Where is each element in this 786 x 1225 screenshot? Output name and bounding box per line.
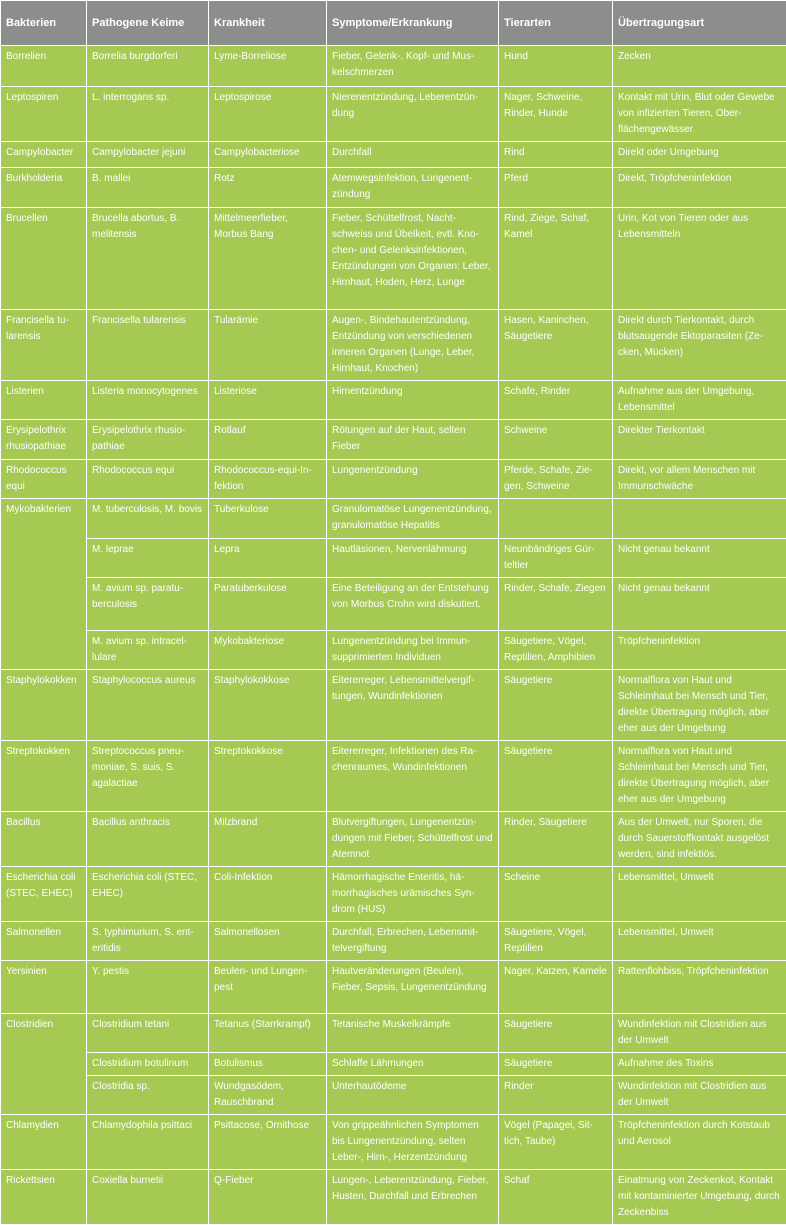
cell-keime: Staphylococcus aureus <box>87 670 209 741</box>
cell-krankheit: Tetanus (Starrkrampf) <box>209 1014 327 1053</box>
cell-tierarten: Pferd <box>499 168 613 208</box>
header-row <box>1 1 786 46</box>
table-row <box>1 381 786 420</box>
cell-uebertragung: Lebensmittel, Umwelt <box>613 867 786 922</box>
cell-uebertragung: Aufnahme des Toxins <box>613 1053 786 1076</box>
cell-uebertragung: Lebensmittel, Umwelt <box>613 922 786 961</box>
cell-keime: Escherichia coli (STEC, EHEC) <box>87 867 209 922</box>
cell-keime: Clostridium tetani <box>87 1014 209 1053</box>
cell-keime: M. leprae <box>87 539 209 578</box>
cell-keime: M. avium sp. paratuberculosis <box>87 578 209 631</box>
cell-uebertragung: Direkt, vor allem Menschen mit Immunschwäche <box>613 460 786 499</box>
cell-keime: B. mallei <box>87 168 209 208</box>
cell-krankheit: Paratuberkulose <box>209 578 327 631</box>
cell-tierarten: Schweine <box>499 420 613 460</box>
table-row <box>1 460 786 499</box>
cell-tierarten <box>499 499 613 539</box>
cell-bakterien: Rhodococcus equi <box>1 460 87 499</box>
cell-krankheit: Leptospirose <box>209 87 327 142</box>
cell-symptome: Lungenentzündung bei Immunsupprimierten Individuen <box>327 631 499 670</box>
cell-bakterien: Listerien <box>1 381 87 420</box>
cell-uebertragung: Tröpfcheninfektion <box>613 631 786 670</box>
cell-bakterien: Streptokokken <box>1 741 87 812</box>
cell-keime: Chlamydophila psittaci <box>87 1115 209 1170</box>
cell-bakterien: Leptospiren <box>1 87 87 142</box>
cell-tierarten: Säugetiere, Vögel, Reptilien <box>499 922 613 961</box>
cell-uebertragung: Direkt oder Umgebung <box>613 142 786 168</box>
cell-bakterien: Francisella tularensis <box>1 310 87 381</box>
cell-symptome: Durchfall, Erbrechen, Lebensmittelvergiftung <box>327 922 499 961</box>
cell-krankheit: Psittacose, Ornithose <box>209 1115 327 1170</box>
cell-uebertragung: Aus der Umwelt, nur Sporen, die durch Sauerstoffkontakt ausgelöst werden, sind infektiös. <box>613 812 786 867</box>
cell-symptome: Hautläsionen, Nervenlähmung <box>327 539 499 578</box>
cell-keime: L. interrogans sp. <box>87 87 209 142</box>
cell-tierarten: Säugetiere <box>499 741 613 812</box>
cell-tierarten: Säugetiere <box>499 670 613 741</box>
cell-keime: Borrelia burgdorferi <box>87 46 209 87</box>
cell-bakterien: Clostridien <box>1 1014 87 1115</box>
cell-symptome: Fieber, Schüttelfrost, Nachtschweiss und Übelkeit, evtl. Knochen- und Gelenksinfektionen, Entzündungen von Organen: Leber, Hirnhaut, Hoden, Herz, Lunge <box>327 208 499 310</box>
cell-krankheit: Streptokokkose <box>209 741 327 812</box>
cell-krankheit: Rotz <box>209 168 327 208</box>
cell-symptome: Von grippeähnlichen Symptomen bis Lungenentzündung, selten Leber-, Hirn-, Herzentzündung <box>327 1115 499 1170</box>
cell-tierarten: Pferde, Schafe, Ziegen, Schweine <box>499 460 613 499</box>
cell-tierarten: Rinder <box>499 1076 613 1115</box>
cell-uebertragung <box>613 499 786 539</box>
header-bakterien: Bakterien <box>1 1 87 46</box>
cell-krankheit: Lyme-Borreliose <box>209 46 327 87</box>
cell-krankheit: Rotlauf <box>209 420 327 460</box>
cell-keime: Bacillus anthracis <box>87 812 209 867</box>
cell-symptome: Schlaffe Lähmungen <box>327 1053 499 1076</box>
table-row <box>1 961 786 1014</box>
cell-keime: Rhodococcus equi <box>87 460 209 499</box>
cell-tierarten: Schafe, Rinder <box>499 381 613 420</box>
cell-keime: Streptococcus pneumoniae, S. suis, S. agalactiae <box>87 741 209 812</box>
cell-symptome: Atemwegsinfektion, Lungenentzündung <box>327 168 499 208</box>
cell-krankheit: Wundgasödem, Rauschbrand <box>209 1076 327 1115</box>
cell-uebertragung: Wundinfektion mit Clostridien aus der Umwelt <box>613 1076 786 1115</box>
header-pathogene-keime: Pathogene Keime <box>87 1 209 46</box>
cell-symptome: Eine Beteiligung an der Entstehung von Morbus Crohn wird diskutiert. <box>327 578 499 631</box>
cell-bakterien: Campylobacter <box>1 142 87 168</box>
cell-keime: M. avium sp. intracellulare <box>87 631 209 670</box>
cell-krankheit: Salmonellosen <box>209 922 327 961</box>
cell-symptome: Nierenentzündung, Leberentzündung <box>327 87 499 142</box>
cell-krankheit: Tularämie <box>209 310 327 381</box>
table-row <box>1 168 786 208</box>
cell-symptome: Hämorrhagische Enteritis, hämorrhagisches urämisches Syndrom (HUS) <box>327 867 499 922</box>
cell-krankheit: Milzbrand <box>209 812 327 867</box>
table-row <box>1 539 786 578</box>
cell-keime: Coxiella burnetii <box>87 1170 209 1225</box>
table-row <box>1 812 786 867</box>
cell-uebertragung: Urin, Kot von Tieren oder aus Lebensmitteln <box>613 208 786 310</box>
table-row <box>1 1014 786 1053</box>
cell-keime: Clostridia sp. <box>87 1076 209 1115</box>
header-krankheit: Krankheit <box>209 1 327 46</box>
cell-symptome: Lungenentzündung <box>327 460 499 499</box>
cell-keime: Y. pestis <box>87 961 209 1014</box>
table-row <box>1 670 786 741</box>
cell-bakterien: Yersinien <box>1 961 87 1014</box>
cell-tierarten: Vögel (Papagei, Sittich, Taube) <box>499 1115 613 1170</box>
cell-uebertragung: Nicht genau bekannt <box>613 578 786 631</box>
cell-krankheit: Tuberkulose <box>209 499 327 539</box>
cell-tierarten: Scheine <box>499 867 613 922</box>
cell-tierarten: Rinder, Schafe, Ziegen <box>499 578 613 631</box>
cell-keime: Listeria monocytogenes <box>87 381 209 420</box>
cell-keime: Clostridium botulinum <box>87 1053 209 1076</box>
table-row <box>1 741 786 812</box>
cell-tierarten: Rind <box>499 142 613 168</box>
cell-krankheit: Campylobacteriose <box>209 142 327 168</box>
cell-symptome: Augen-, Bindehautentzündung, Entzündung von verschiedenen inneren Organen (Lunge, Leber, Hirnhaut, Knochen) <box>327 310 499 381</box>
table-row <box>1 46 786 87</box>
cell-tierarten: Säugetiere <box>499 1053 613 1076</box>
cell-bakterien: Mykobakterien <box>1 499 87 670</box>
cell-bakterien: Salmonellen <box>1 922 87 961</box>
cell-symptome: Blutvergiftungen, Lungenentzündungen mit Fieber, Schüttelfrost und Atemnot <box>327 812 499 867</box>
cell-tierarten: Rinder, Säugetiere <box>499 812 613 867</box>
header-tierarten: Tierarten <box>499 1 613 46</box>
table-row <box>1 922 786 961</box>
cell-uebertragung: Einatmung von Zeckenkot, Kontakt mit kontaminierter Umgebung, durch Zeckenbiss <box>613 1170 786 1225</box>
cell-krankheit: Listeriose <box>209 381 327 420</box>
cell-keime: Campylobacter jejuni <box>87 142 209 168</box>
cell-symptome: Tetanische Muskelkrämpfe <box>327 1014 499 1053</box>
cell-symptome: Unterhautödeme <box>327 1076 499 1115</box>
cell-tierarten: Nager, Katzen, Kamele <box>499 961 613 1014</box>
cell-uebertragung: Wundinfektion mit Clostridien aus der Umwelt <box>613 1014 786 1053</box>
cell-bakterien: Bacillus <box>1 812 87 867</box>
table-row <box>1 420 786 460</box>
table-row <box>1 1076 786 1115</box>
table-row <box>1 1053 786 1076</box>
cell-symptome: Lungen-, Leberentzündung, Fieber, Husten, Durchfall und Erbrechen <box>327 1170 499 1225</box>
cell-uebertragung: Aufnahme aus der Umgebung, Lebensmittel <box>613 381 786 420</box>
cell-keime: Erysipelothrix rhusiopathiae <box>87 420 209 460</box>
cell-keime: Francisella tularensis <box>87 310 209 381</box>
cell-uebertragung: Kontakt mit Urin, Blut oder Gewebe von infizierten Tieren, Oberflächengewässer <box>613 87 786 142</box>
header-symptome: Symptome/Erkrankung <box>327 1 499 46</box>
table-row <box>1 578 786 631</box>
cell-tierarten: Neunbändriges Gürteltier <box>499 539 613 578</box>
cell-keime: M. tuberculosis, M. bovis <box>87 499 209 539</box>
header-uebertragungsart: Übertragungsart <box>613 1 786 46</box>
cell-bakterien: Staphylokokken <box>1 670 87 741</box>
cell-tierarten: Nager, Schweine, Rinder, Hunde <box>499 87 613 142</box>
cell-uebertragung: Rattenflohbiss, Tröpfcheninfektion <box>613 961 786 1014</box>
cell-symptome: Durchfall <box>327 142 499 168</box>
cell-bakterien: Erysipelothrix rhusiopathiae <box>1 420 87 460</box>
cell-uebertragung: Zecken <box>613 46 786 87</box>
cell-keime: S. typhimurium, S. enteritidis <box>87 922 209 961</box>
cell-uebertragung: Nicht genau bekannt <box>613 539 786 578</box>
cell-tierarten: Hasen, Kaninchen, Säugetiere <box>499 310 613 381</box>
cell-krankheit: Lepra <box>209 539 327 578</box>
table-body <box>1 46 786 1225</box>
cell-krankheit: Rhodococcus-equi-Infektion <box>209 460 327 499</box>
cell-bakterien: Rickettsien <box>1 1170 87 1225</box>
cell-bakterien: Burkholderia <box>1 168 87 208</box>
cell-symptome: Eitererreger, Lebensmittelvergiftungen, Wundinfektionen <box>327 670 499 741</box>
table-row <box>1 1170 786 1225</box>
cell-symptome: Rötungen auf der Haut, selten Fieber <box>327 420 499 460</box>
cell-symptome: Eitererreger, Infektionen des Rachenraumes, Wundinfektionen <box>327 741 499 812</box>
table-row <box>1 1115 786 1170</box>
cell-symptome: Hautveränderungen (Beulen), Fieber, Sepsis, Lungenentzündung <box>327 961 499 1014</box>
cell-keime: Brucella abortus, B. melitensis <box>87 208 209 310</box>
cell-symptome: Fieber, Gelenk-, Kopf- und Muskelschmerzen <box>327 46 499 87</box>
cell-krankheit: Mykobakteriose <box>209 631 327 670</box>
cell-symptome: Hirnentzündung <box>327 381 499 420</box>
cell-bakterien: Brucellen <box>1 208 87 310</box>
cell-uebertragung: Direkter Tierkontakt <box>613 420 786 460</box>
table-row <box>1 87 786 142</box>
cell-krankheit: Mittelmeerfieber, Morbus Bang <box>209 208 327 310</box>
cell-tierarten: Hund <box>499 46 613 87</box>
cell-symptome: Granulomatöse Lungenentzündung, granulomatöse Hepatitis <box>327 499 499 539</box>
table-row <box>1 208 786 310</box>
cell-tierarten: Säugetiere, Vögel, Reptilien, Amphibien <box>499 631 613 670</box>
table-row <box>1 142 786 168</box>
cell-uebertragung: Normalflora von Haut und Schleimhaut bei Mensch und Tier, direkte Übertragung möglich, aber eher aus der Umgebung <box>613 670 786 741</box>
cell-krankheit: Q-Fieber <box>209 1170 327 1225</box>
cell-uebertragung: Direkt, Tröpfcheninfektion <box>613 168 786 208</box>
cell-uebertragung: Direkt durch Tierkontakt, durch blutsaugende Ektoparasiten (Zecken, Mücken) <box>613 310 786 381</box>
cell-tierarten: Säugetiere <box>499 1014 613 1053</box>
table-row <box>1 310 786 381</box>
cell-krankheit: Staphylokokkose <box>209 670 327 741</box>
cell-bakterien: Escherichia coli (STEC, EHEC) <box>1 867 87 922</box>
cell-uebertragung: Tröpfcheninfektion durch Kotstaub und Aerosol <box>613 1115 786 1170</box>
cell-bakterien: Chlamydien <box>1 1115 87 1170</box>
cell-tierarten: Schaf <box>499 1170 613 1225</box>
cell-tierarten: Rind, Ziege, Schaf, Kamel <box>499 208 613 310</box>
cell-uebertragung: Normalflora von Haut und Schleimhaut bei Mensch und Tier, direkte Übertragung möglich, aber eher aus der Umgebung <box>613 741 786 812</box>
cell-krankheit: Botulismus <box>209 1053 327 1076</box>
table-row <box>1 499 786 539</box>
cell-krankheit: Coli-Infektion <box>209 867 327 922</box>
table-row <box>1 631 786 670</box>
table-row <box>1 867 786 922</box>
cell-krankheit: Beulen- und Lungenpest <box>209 961 327 1014</box>
cell-bakterien: Borrelien <box>1 46 87 87</box>
